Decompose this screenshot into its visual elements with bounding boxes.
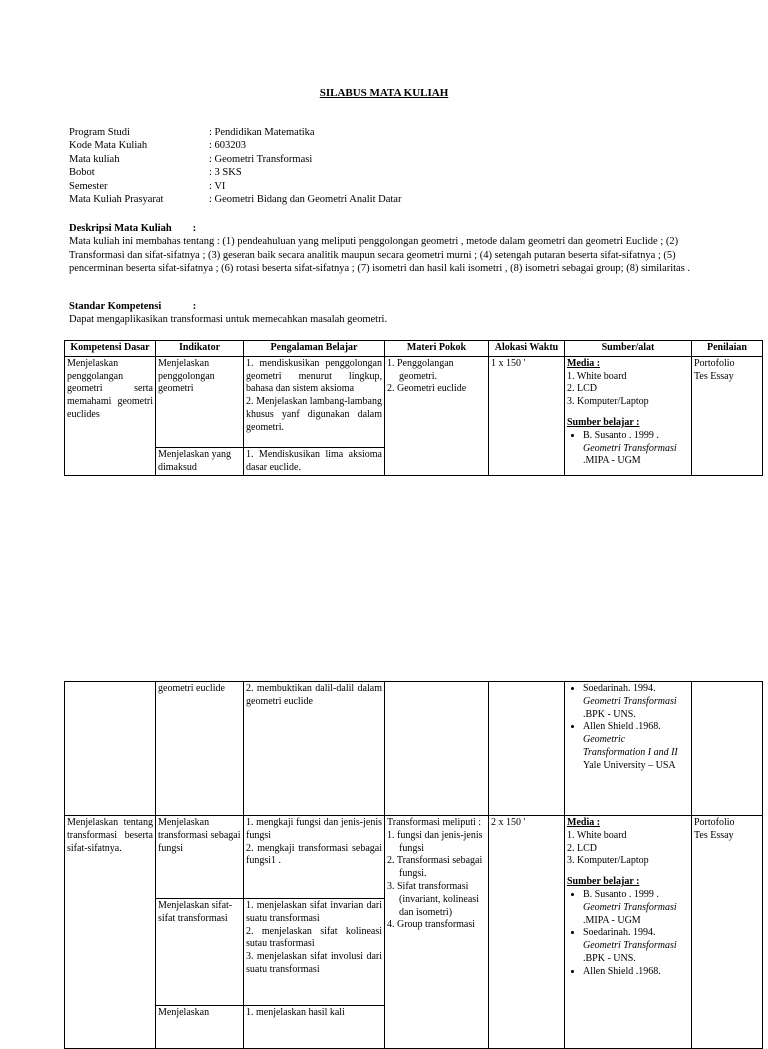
source-item: • Soedarinah. 1994. Geometri Transformasi .BPK - UNS. bbox=[583, 683, 689, 721]
materi-cell bbox=[385, 682, 489, 816]
pengalaman-cell bbox=[244, 356, 385, 447]
description-text: Mata kuliah ini membahas tentang : (1) pendeahuluan yang meliputi penggolongan geometri , metode dalam geometri dan geometri Euclide ; (2) Transformasi dan sifat-sifatnya ; (3) geseran baik secara analitik maupun secara geometri murni ; (4) setengah putaran beserta sifat-sifatnya ; (5) pencerminan beserta sifat-sifatnya ; (6) rotasi beserta sifat-sifatnya ; (7) isometri dan hasil kali isometri , (8) isometri sebagai group; (8) similaritas . bbox=[69, 236, 691, 275]
info-value: : 603203 bbox=[209, 140, 247, 152]
table-row bbox=[65, 682, 763, 816]
pengalaman-item: 2. mengkaji transformasi sebagai fungsi1 . bbox=[246, 842, 382, 867]
kompetensi-cell bbox=[65, 682, 156, 816]
info-label: Program Studi bbox=[69, 127, 130, 138]
col-header: Kompetensi Dasar bbox=[65, 341, 156, 357]
col-header: Alokasi Waktu bbox=[489, 341, 565, 357]
info-label: Semester bbox=[69, 180, 108, 192]
info-label: Bobot bbox=[69, 167, 95, 179]
media-label: Media : bbox=[567, 357, 601, 369]
pengalaman-cell: 1. menjelaskan hasil kali bbox=[244, 1006, 385, 1049]
table-header-row bbox=[65, 341, 763, 357]
syllabus-table-2 bbox=[64, 681, 763, 1049]
sumber-cell bbox=[565, 356, 692, 476]
sumber-label: Sumber belajar : bbox=[567, 416, 640, 428]
source-item: • Soedarinah. 1994. Geometri Transformasi .BPK - UNS. bbox=[583, 927, 689, 965]
pengalaman-cell bbox=[244, 899, 385, 1006]
info-row bbox=[69, 193, 401, 206]
alokasi-cell: 2 x 150 ' bbox=[489, 816, 565, 1049]
indikator-cell: geometri euclide bbox=[156, 682, 244, 816]
media-item: 1. White board bbox=[567, 829, 627, 841]
materi-item: 1. Penggolangan geometri. bbox=[387, 357, 454, 382]
materi-cell bbox=[385, 356, 489, 476]
info-value: : Geometri Bidang dan Geometri Analit Datar bbox=[209, 193, 402, 205]
kompetensi-cell: Menjelaskan penggolangan geometri serta memahami geometri euclides bbox=[65, 356, 156, 476]
alokasi-cell: 1 x 150 ' bbox=[489, 356, 565, 476]
col-header: Materi Pokok bbox=[385, 341, 489, 357]
materi-item: 4. Group transformasi bbox=[387, 919, 476, 931]
materi-heading: Transformasi meliputi : bbox=[387, 817, 482, 828]
source-item: • B. Susanto . 1999 . Geometri Transformasi .MIPA - UGM bbox=[583, 889, 689, 927]
standard-heading: Standar Kompetensi : bbox=[69, 301, 197, 312]
course-info bbox=[69, 126, 401, 206]
sumber-label: Sumber belajar : bbox=[567, 876, 640, 888]
alokasi-cell bbox=[489, 682, 565, 816]
table-row bbox=[65, 816, 763, 899]
media-item: 1. White board bbox=[567, 370, 627, 382]
table-row bbox=[65, 356, 763, 447]
penilaian-item: Tes Essay bbox=[694, 829, 734, 841]
materi-item: 1. fungsi dan jenis-jenis fungsi bbox=[387, 829, 483, 854]
info-label: Mata Kuliah Prasyarat bbox=[69, 193, 164, 205]
standard-section bbox=[69, 300, 701, 327]
indikator-cell: Menjelaskan yang dimaksud bbox=[156, 447, 244, 476]
col-header: Indikator bbox=[156, 341, 244, 357]
materi-item: 2. Geometri euclide bbox=[387, 383, 467, 395]
info-row bbox=[69, 126, 401, 139]
pengalaman-item: 1. menjelaskan sifat invarian dari suatu transformasi bbox=[246, 900, 382, 924]
info-row bbox=[69, 139, 401, 152]
media-item: 2. LCD bbox=[567, 383, 597, 395]
media-item: 3. Komputer/Laptop bbox=[567, 855, 649, 867]
info-label: Kode Mata Kuliah bbox=[69, 140, 148, 152]
materi-item: 3. Sifat transformasi (invariant, kolineasi dan isometri) bbox=[387, 880, 479, 918]
materi-cell bbox=[385, 816, 489, 1049]
media-label: Media : bbox=[567, 817, 601, 828]
pengalaman-item: 3. menjelaskan sifat involusi dari suatu transformasi bbox=[246, 951, 382, 975]
penilaian-item: Tes Essay bbox=[694, 370, 734, 382]
penilaian-item: Portofolio bbox=[694, 817, 735, 828]
materi-item: 2. Transformasi sebagai fungsi. bbox=[387, 855, 483, 880]
col-header: Penilaian bbox=[692, 341, 763, 357]
info-label: Mata kuliah bbox=[69, 153, 120, 165]
pengalaman-item: 2. menjelaskan sifat kolineasi sutau trasformasi bbox=[246, 925, 382, 950]
penilaian-cell bbox=[692, 356, 763, 476]
indikator-cell: Menjelaskan transformasi sebagai fungsi bbox=[156, 816, 244, 899]
indikator-cell: Menjelaskan sifat-sifat transformasi bbox=[156, 899, 244, 1006]
kompetensi-cell: Menjelaskan tentang transformasi beserta sifat-sifatnya. bbox=[65, 816, 156, 1049]
info-row bbox=[69, 180, 401, 193]
media-item: 3. Komputer/Laptop bbox=[567, 396, 649, 408]
pengalaman-cell: 1. Mendiskusikan lima aksioma dasar euclide. bbox=[244, 447, 385, 476]
info-row bbox=[69, 166, 401, 179]
penilaian-item: Portofolio bbox=[694, 357, 735, 369]
penilaian-cell bbox=[692, 682, 763, 816]
pengalaman-item: 1. mendiskusikan penggolongan geometri menurut lingkup, bahasa dan sistem aksioma bbox=[246, 357, 382, 395]
page-title: SILABUS MATA KULIAH bbox=[319, 87, 449, 99]
pengalaman-item: 2. Menjelaskan lambang-lambang khusus yanf digunakan dalam geometri. bbox=[246, 396, 382, 433]
media-item: 2. LCD bbox=[567, 842, 597, 854]
info-row bbox=[69, 153, 401, 166]
info-value: : VI bbox=[209, 180, 226, 192]
description-heading: Deskripsi Mata Kuliah : bbox=[69, 223, 197, 234]
pengalaman-item: 1. mengkaji fungsi dan jenis-jenis fungsi bbox=[246, 817, 382, 841]
info-value: : 3 SKS bbox=[209, 167, 242, 179]
indikator-cell: Menjelaskan bbox=[156, 1006, 244, 1049]
indikator-cell: Menjelaskan penggolongan geometri bbox=[156, 356, 244, 447]
source-item: • Allen Shield .1968. Geometric Transformation I and II Yale University – USA bbox=[583, 721, 689, 772]
pengalaman-cell: 2. membuktikan dalil-dalil dalam geometri euclide bbox=[244, 682, 385, 816]
source-item: • B. Susanto . 1999 . Geometri Transformasi .MIPA - UGM bbox=[583, 430, 689, 468]
sumber-cell bbox=[565, 682, 692, 816]
standard-text: Dapat mengaplikasikan transformasi untuk memecahkan masalah geometri. bbox=[69, 314, 388, 326]
source-item: • Allen Shield .1968. bbox=[583, 966, 689, 979]
col-header: Sumber/alat bbox=[565, 341, 692, 357]
sumber-cell bbox=[565, 816, 692, 1049]
description-section bbox=[69, 222, 701, 276]
syllabus-table-1 bbox=[64, 340, 763, 476]
info-value: : Geometri Transformasi bbox=[209, 153, 313, 165]
col-header: Pengalaman Belajar bbox=[244, 341, 385, 357]
pengalaman-cell bbox=[244, 816, 385, 899]
info-value: : Pendidikan Matematika bbox=[209, 127, 315, 138]
penilaian-cell bbox=[692, 816, 763, 1049]
